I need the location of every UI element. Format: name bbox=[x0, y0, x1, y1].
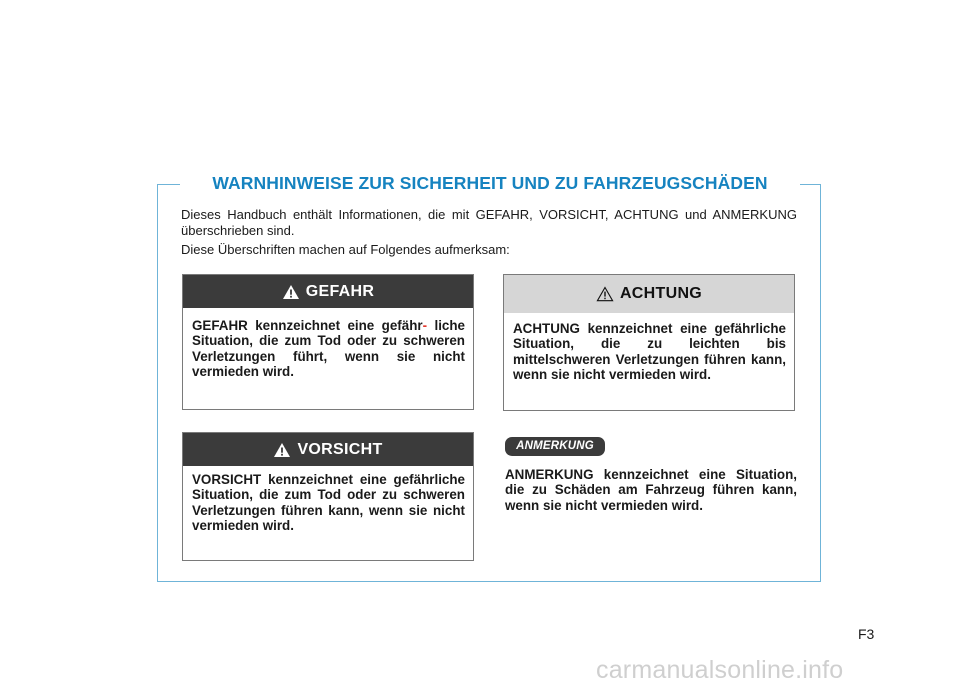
anmerkung-text: ANMERKUNG kennzeichnet eine Situation, die zu Schäden am Fahrzeug führen kann, wenn sie nicht vermieden wird. bbox=[505, 467, 797, 513]
warning-triangle-icon bbox=[273, 442, 291, 458]
anmerkung-badge: ANMERKUNG bbox=[505, 437, 605, 456]
achtung-box bbox=[503, 274, 795, 411]
achtung-text: ACHTUNG kennzeichnet eine gefährliche Situation, die zu leichten bis mittelschweren Verletzungen führen kann, wenn sie nicht vermieden wird. bbox=[513, 321, 786, 382]
gefahr-header bbox=[183, 275, 473, 308]
achtung-header bbox=[504, 275, 794, 313]
vorsicht-text: VORSICHT kennzeichnet eine gefährliche Situation, die zum Tod oder zu schweren Verletzungen führen kann, wenn sie nicht vermieden wird. bbox=[192, 472, 465, 533]
gefahr-text-start: GEFAHR kennzeichnet eine gefähr bbox=[192, 318, 423, 333]
gefahr-hyphen: - bbox=[422, 318, 428, 333]
intro-text bbox=[181, 207, 797, 258]
gefahr-text-end: liche Situation, die zum Tod oder zu schweren Verletzungen führt, wenn sie nicht vermieden wird. bbox=[192, 318, 465, 379]
watermark: carmanualsonline.info bbox=[596, 656, 844, 684]
vorsicht-header bbox=[183, 433, 473, 466]
page-number: F3 bbox=[858, 626, 875, 642]
vorsicht-label: VORSICHT bbox=[297, 440, 383, 458]
intro-paragraph-1: Dieses Handbuch enthält Informationen, die mit GEFAHR, VORSICHT, ACHTUNG und ANMERKUNG überschrieben sind. bbox=[181, 207, 797, 238]
gefahr-text bbox=[183, 308, 473, 379]
warning-triangle-icon bbox=[282, 284, 300, 300]
warning-triangle-outline-icon bbox=[596, 286, 614, 302]
gefahr-label: GEFAHR bbox=[305, 282, 375, 300]
page-title: WARNHINWEISE ZUR SICHERHEIT UND ZU FAHRZEUGSCHÄDEN bbox=[180, 170, 800, 196]
vorsicht-box bbox=[182, 432, 474, 561]
intro-paragraph-2: Diese Überschriften machen auf Folgendes aufmerksam: bbox=[181, 242, 510, 257]
achtung-label: ACHTUNG bbox=[619, 285, 703, 302]
gefahr-box bbox=[182, 274, 474, 410]
